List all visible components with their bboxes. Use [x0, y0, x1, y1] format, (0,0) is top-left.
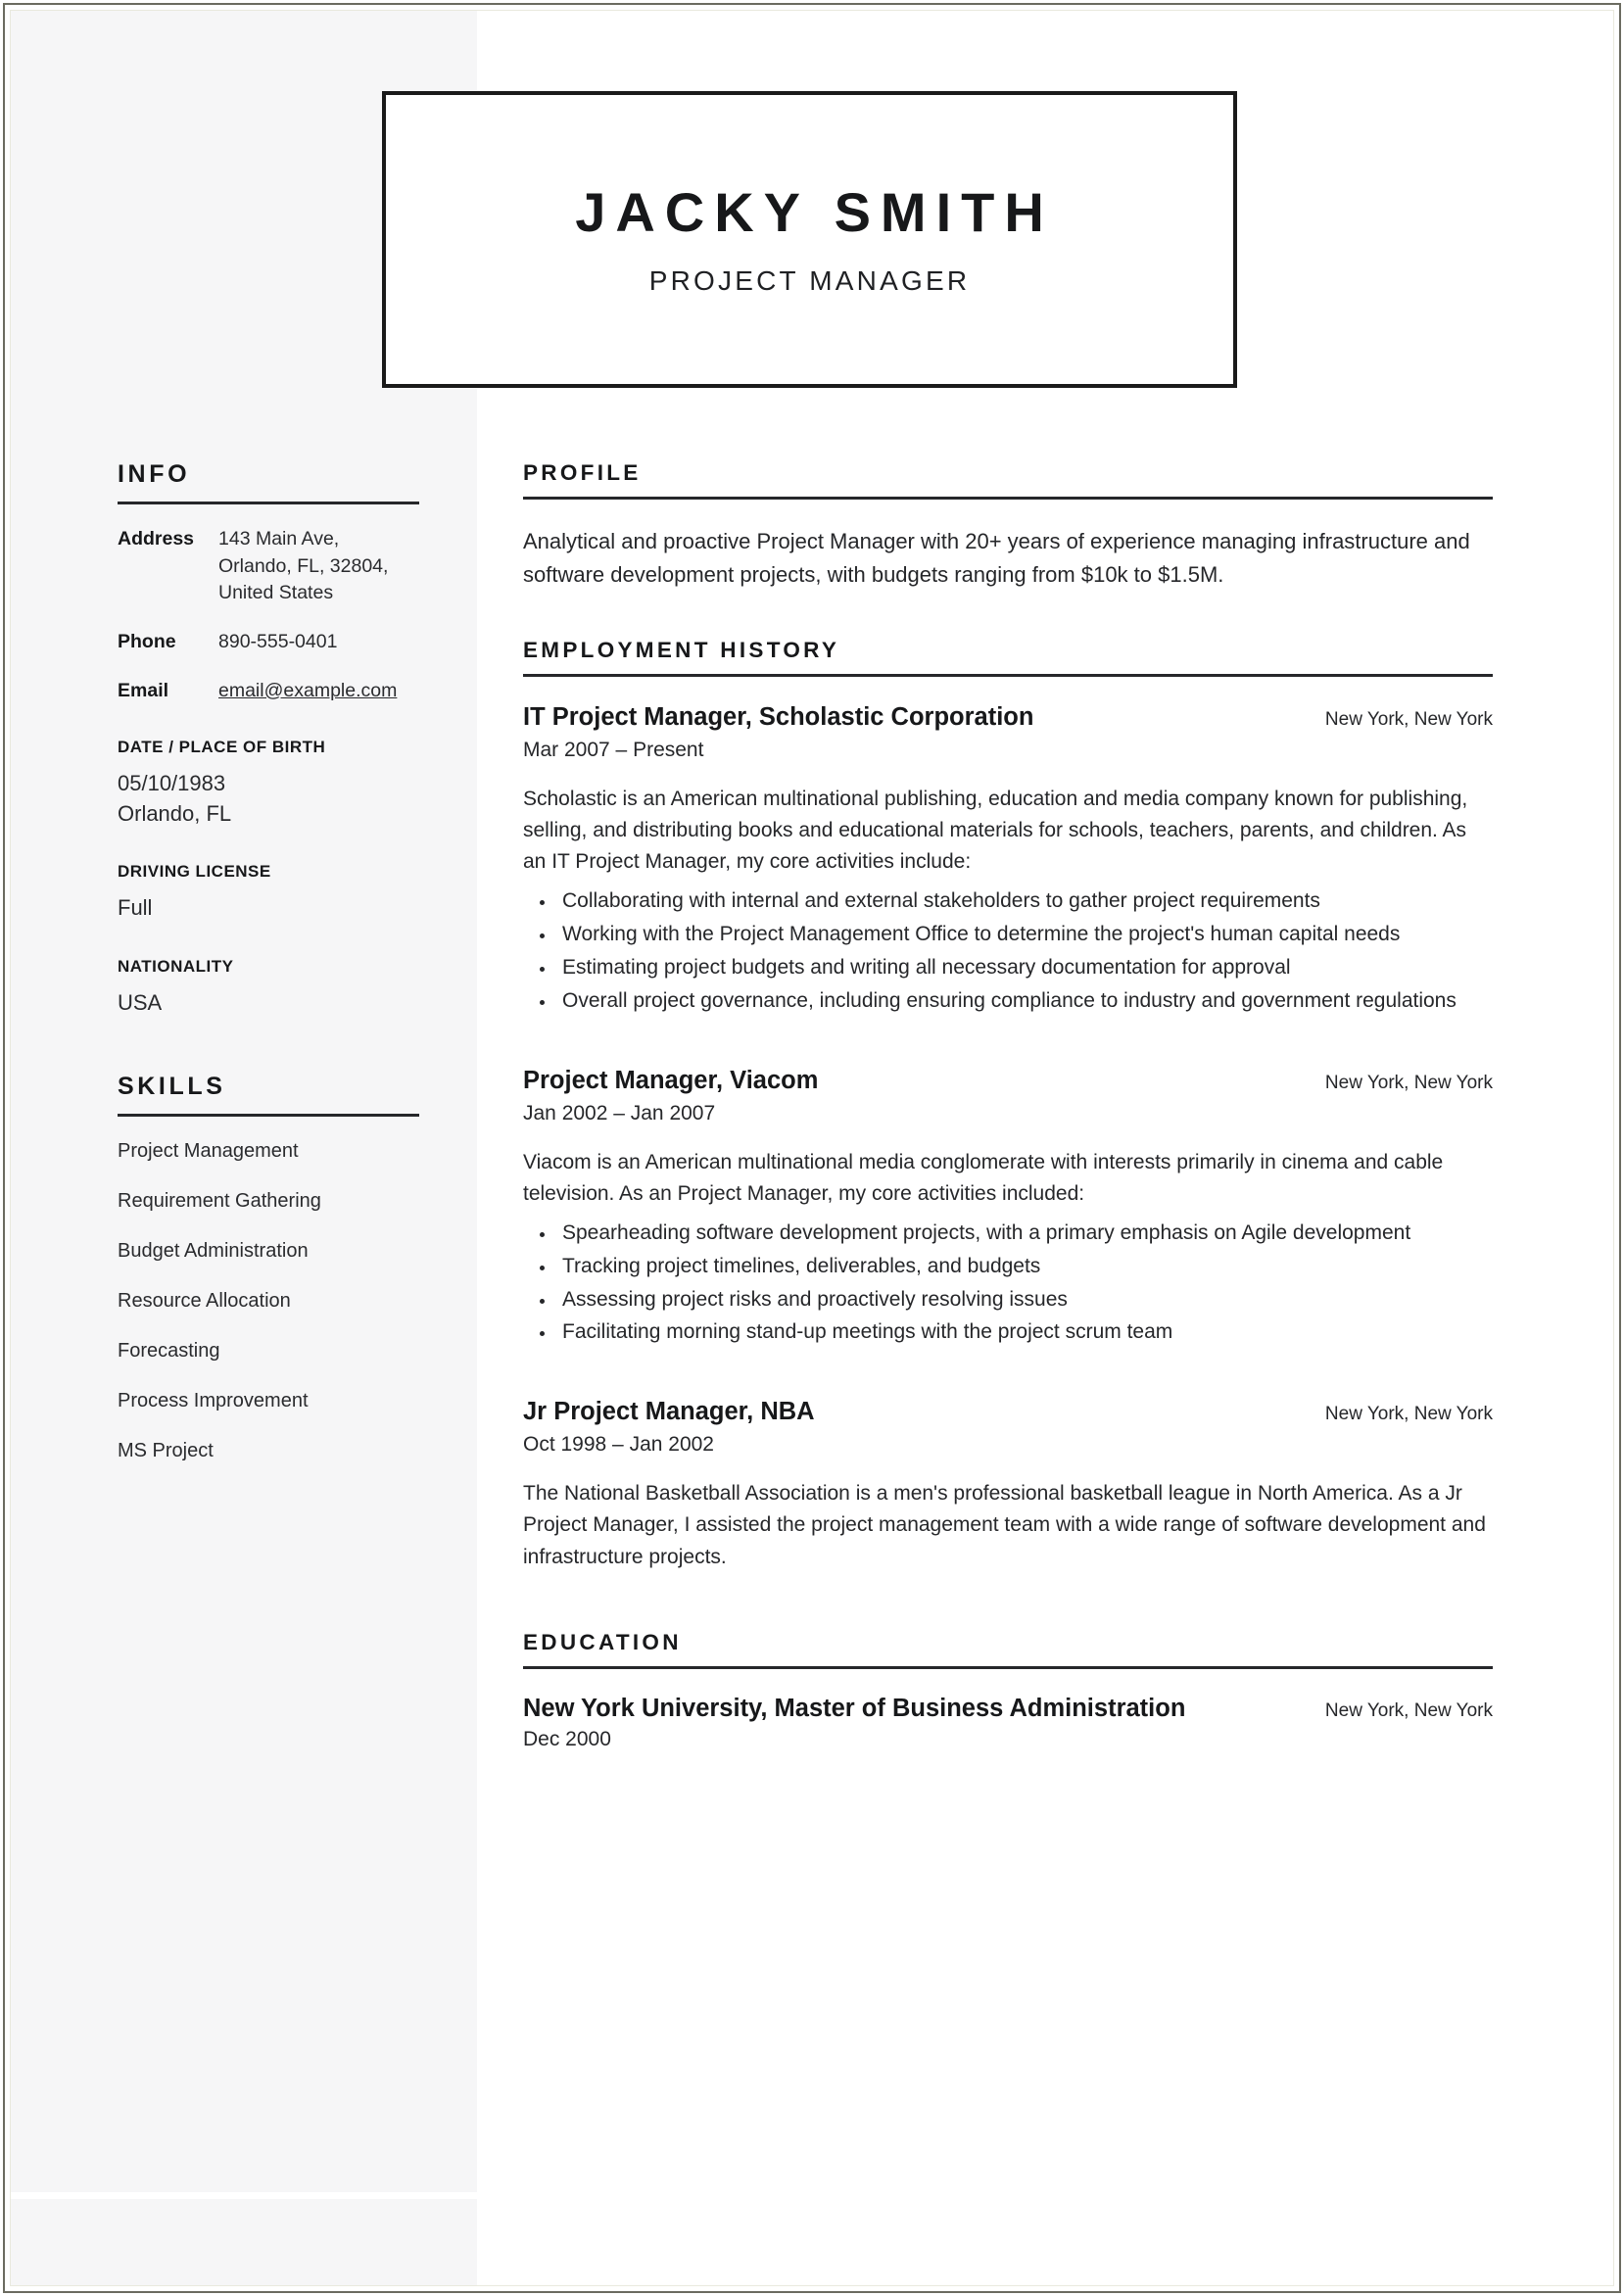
education-title: New York University, Master of Business Administration	[523, 1694, 1186, 1722]
skill-item: Forecasting	[118, 1339, 220, 1362]
info-row	[118, 678, 431, 705]
job-bullet-list	[523, 885, 1493, 1017]
info-rows	[118, 526, 431, 704]
job-title: IT Project Manager, Scholastic Corporation	[523, 702, 1034, 731]
education-date: Dec 2000	[523, 1727, 611, 1750]
skill-item: Requirement Gathering	[118, 1189, 321, 1212]
job-dates: Mar 2007 – Present	[523, 738, 704, 761]
candidate-job-title: PROJECT MANAGER	[648, 265, 971, 297]
employment-entry-header	[523, 1066, 1493, 1097]
skill-item: Process Improvement	[118, 1389, 309, 1411]
job-location: New York, New York	[1324, 1404, 1493, 1425]
info-block-label: DATE / PLACE OF BIRTH	[118, 738, 326, 757]
info-row-label: Email	[118, 679, 169, 701]
job-location: New York, New York	[1324, 708, 1493, 730]
info-block-label: DRIVING LICENSE	[118, 862, 271, 882]
employment-entry	[523, 1397, 1493, 1572]
job-bullet: • Assessing project risks and proactively resolving issues	[556, 1284, 1493, 1315]
job-bullet: • Spearheading software development projects, with a primary emphasis on Agile development	[556, 1218, 1493, 1249]
main-column	[523, 460, 1493, 1757]
profile-divider	[523, 497, 1493, 500]
job-dates: Oct 1998 – Jan 2002	[523, 1433, 714, 1457]
job-title: Project Manager, Viacom	[523, 1066, 819, 1094]
info-block-value: Full	[118, 895, 153, 921]
info-block	[118, 738, 431, 829]
employment-entry-header	[523, 702, 1493, 734]
info-row-value[interactable]	[218, 678, 397, 705]
job-title: Jr Project Manager, NBA	[523, 1398, 815, 1426]
sidebar	[118, 460, 431, 1488]
info-row-value: 143 Main Ave, Orlando, FL, 32804, United States	[218, 528, 389, 604]
job-bullet: • Collaborating with internal and external stakeholders to gather project requirements	[556, 885, 1493, 917]
skill-item: Budget Administration	[118, 1239, 309, 1262]
employment-entry-header	[523, 1397, 1493, 1428]
info-blocks	[118, 738, 431, 1017]
skill-item: Project Management	[118, 1139, 299, 1162]
info-row	[118, 526, 431, 607]
candidate-name: JACKY SMITH	[575, 180, 1054, 243]
skills-list	[118, 1138, 431, 1463]
job-description: Scholastic is an American multinational publishing, education and media company known for publishing, selling, and distributing books and educational materials for schools, teachers, parents, and children. As an IT Project Manager, my core activities include:	[523, 787, 1468, 873]
employment-list	[523, 702, 1493, 1573]
info-block-value: USA	[118, 989, 163, 1015]
skills-heading: SKILLS	[118, 1072, 226, 1100]
info-block	[118, 862, 431, 923]
info-block-value: 05/10/1983 Orlando, FL	[118, 771, 232, 826]
profile-heading: PROFILE	[523, 460, 642, 485]
header-name-box	[382, 91, 1237, 388]
email-link[interactable]: email@example.com	[218, 679, 398, 701]
education-entry-header	[523, 1695, 1493, 1723]
info-divider	[118, 502, 419, 504]
job-bullet: • Overall project governance, including ensuring compliance to industry and government regulations	[556, 985, 1493, 1017]
info-heading: INFO	[118, 460, 191, 488]
job-bullet: • Estimating project budgets and writing all necessary documentation for approval	[556, 952, 1493, 983]
job-description: The National Basketball Association is a men's professional basketball league in North America. As a Jr Project Manager, I assisted the project management team with a wide range of software development and infrastructure projects.	[523, 1482, 1486, 1568]
info-block	[118, 957, 431, 1018]
job-bullet: • Facilitating morning stand-up meetings with the project scrum team	[556, 1316, 1493, 1348]
education-divider	[523, 1666, 1493, 1669]
job-bullet-list	[523, 1218, 1493, 1349]
job-dates: Jan 2002 – Jan 2007	[523, 1101, 716, 1124]
skill-item: MS Project	[118, 1439, 214, 1461]
employment-entry	[523, 1066, 1493, 1349]
job-bullet: • Working with the Project Management Office to determine the project's human capital needs	[556, 919, 1493, 950]
education-heading: EDUCATION	[523, 1629, 682, 1654]
skills-divider	[118, 1114, 419, 1117]
info-row-label: Address	[118, 528, 195, 550]
employment-entry	[523, 702, 1493, 1017]
profile-text: Analytical and proactive Project Manager with 20+ years of experience managing infrastructure and software development projects, with budgets ranging from $10k to $1.5M.	[523, 529, 1470, 587]
skill-item: Resource Allocation	[118, 1289, 291, 1312]
education-location: New York, New York	[1324, 1699, 1493, 1721]
job-bullet: • Tracking project timelines, deliverables, and budgets	[556, 1251, 1493, 1282]
employment-divider	[523, 674, 1493, 677]
info-row-label: Phone	[118, 631, 176, 653]
education-list	[523, 1695, 1493, 1751]
info-block-label: NATIONALITY	[118, 956, 234, 976]
employment-heading: EMPLOYMENT HISTORY	[523, 637, 840, 662]
education-entry	[523, 1695, 1493, 1751]
info-row-value: 890-555-0401	[218, 631, 338, 653]
info-row	[118, 629, 431, 656]
job-location: New York, New York	[1324, 1072, 1493, 1093]
job-description: Viacom is an American multinational media conglomerate with interests primarily in cinema and cable television. As an Project Manager, my core activities included:	[523, 1150, 1444, 1205]
